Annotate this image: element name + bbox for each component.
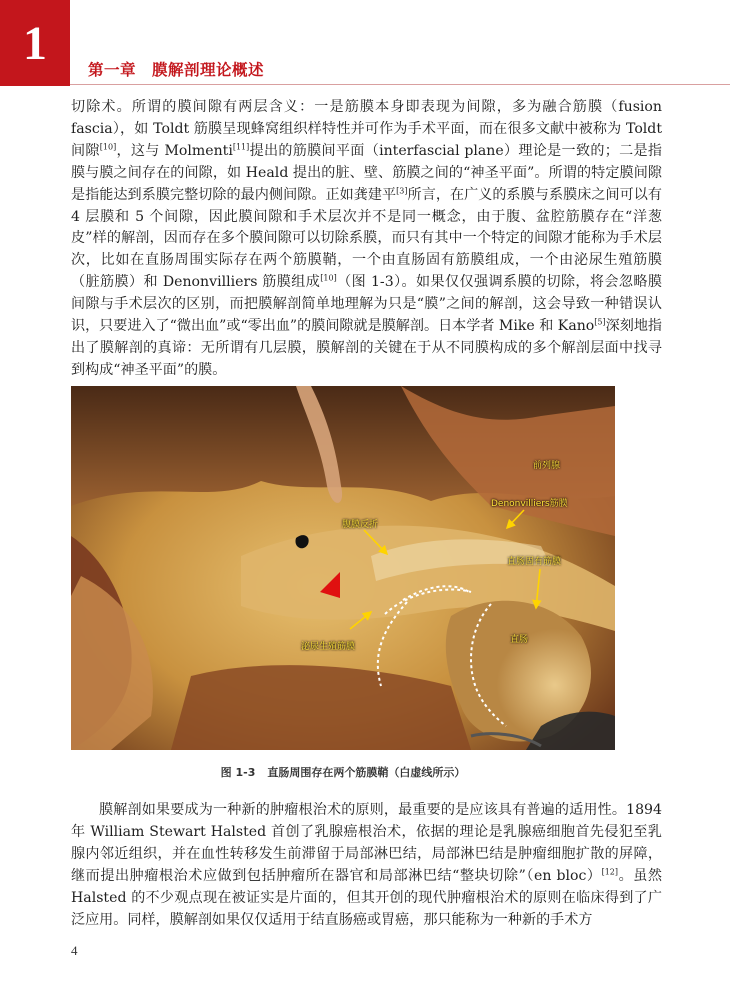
label-urogenital-fascia: 泌尿生殖筋膜 (301, 642, 356, 652)
surgical-photo (71, 386, 615, 750)
label-peritoneal-reflection: 腹膜反折 (342, 520, 379, 530)
surgical-photo-figure (71, 386, 615, 750)
label-denonvilliers-fascia: Denonvilliers筋膜 (491, 499, 568, 509)
body-paragraph-1 (71, 97, 662, 382)
figure-number: 图 1-3 (220, 766, 256, 779)
chapter-number-tab: 1 (0, 0, 70, 86)
citation: [3] (396, 185, 408, 195)
label-proper-rectal-fascia: 直肠固有筋膜 (507, 557, 562, 567)
header-divider (70, 84, 730, 85)
text-run: ，这与 Molmenti (116, 142, 233, 159)
text-run: 。虽然 Halsted 的不少观点现在被证实是片面的，但其开创的现代肿瘤根治术的原则在临床得到了广泛应用。同样，膜解剖如果仅仅适用于结直肠癌或胃癌，那只能称为一种新的手术方 (71, 867, 662, 928)
citation: [10] (320, 273, 337, 283)
page-number: 4 (71, 943, 78, 958)
text-run: 膜解剖如果要成为一种新的肿瘤根治术的原则，最重要的是应该具有普遍的适用性。1894 年 William Stewart Halsted 首创了乳腺癌根治术，依据的理论是乳腺癌细胞首先侵犯至乳腺内邻近组织，并在血性转移发生前滞留于局部淋巴结，局部淋巴结是肿瘤细胞扩散的屏障，继而提出肿瘤根治术应做到包括肿瘤所在器官和局部淋巴结“整块切除”（en bloc） (71, 802, 662, 884)
label-rectum: 直肠 (510, 635, 529, 645)
chapter-label: 第一章 (88, 61, 137, 79)
text-run: 提出的筋膜间平面（interfascial plane）理论是一致的；二是指膜与膜之间存在的间隙，如 Heald 提出的脏、壁、筋膜之间的“神圣平面”。所谓的特定膜间隙是指能达到系膜完整切除的最内侧间隙。正如龚建平 (71, 142, 662, 203)
text-run: 切除术。所谓的膜间隙有两层含义：一是筋膜本身即表现为间隙，多为融合筋膜（fusion fascia），如 Toldt 筋膜呈现蜂窝组织样特性并可作为手术平面，而在很多文献中被称为 Toldt 间隙 (71, 99, 662, 159)
running-header (88, 58, 264, 80)
citation: [5] (594, 317, 606, 327)
text-run: 深刻地指出了膜解剖的真谛：无所谓有几层膜，膜解剖的关键在于从不同膜构成的多个解剖层面中找寻到构成“神圣平面”的膜。 (71, 318, 663, 378)
text-run: 所言，在广义的系膜与系膜床之间可以有 4 层膜和 5 个间隙，因此膜间隙和手术层次并不是同一概念，由于腹、盆腔筋膜存在“洋葱皮”样的解剖，因而存在多个膜间隙可以切除系膜，而只有其中一个特定的间隙才能称为手术层次，比如在直肠周围实际存在两个筋膜鞘，一个由直肠固有筋膜组成，一个由泌尿生殖筋膜（脏筋膜）和 Denonvilliers 筋膜组成 (71, 186, 662, 291)
body-paragraph-2 (71, 800, 662, 931)
figure-caption-text: 直肠周围存在两个筋膜鞘（白虚线所示） (267, 766, 466, 779)
citation: [10] (99, 142, 117, 152)
citation: [12] (601, 867, 619, 877)
citation: [11] (232, 142, 250, 152)
figure-caption (71, 764, 615, 780)
text-run: （图 1-3）。如果仅仅强调系膜的切除，将会忽略膜间隙与手术层次的区别，而把膜解剖简单地理解为只是“膜”之间的解剖，这会导致一种错误认识，只要进入了“微出血”或“零出血”的膜间隙就是膜解剖。日本学者 Mike 和 Kano (71, 274, 662, 335)
chapter-title: 膜解剖理论概述 (152, 61, 265, 79)
label-prostate: 前列腺 (533, 461, 561, 471)
